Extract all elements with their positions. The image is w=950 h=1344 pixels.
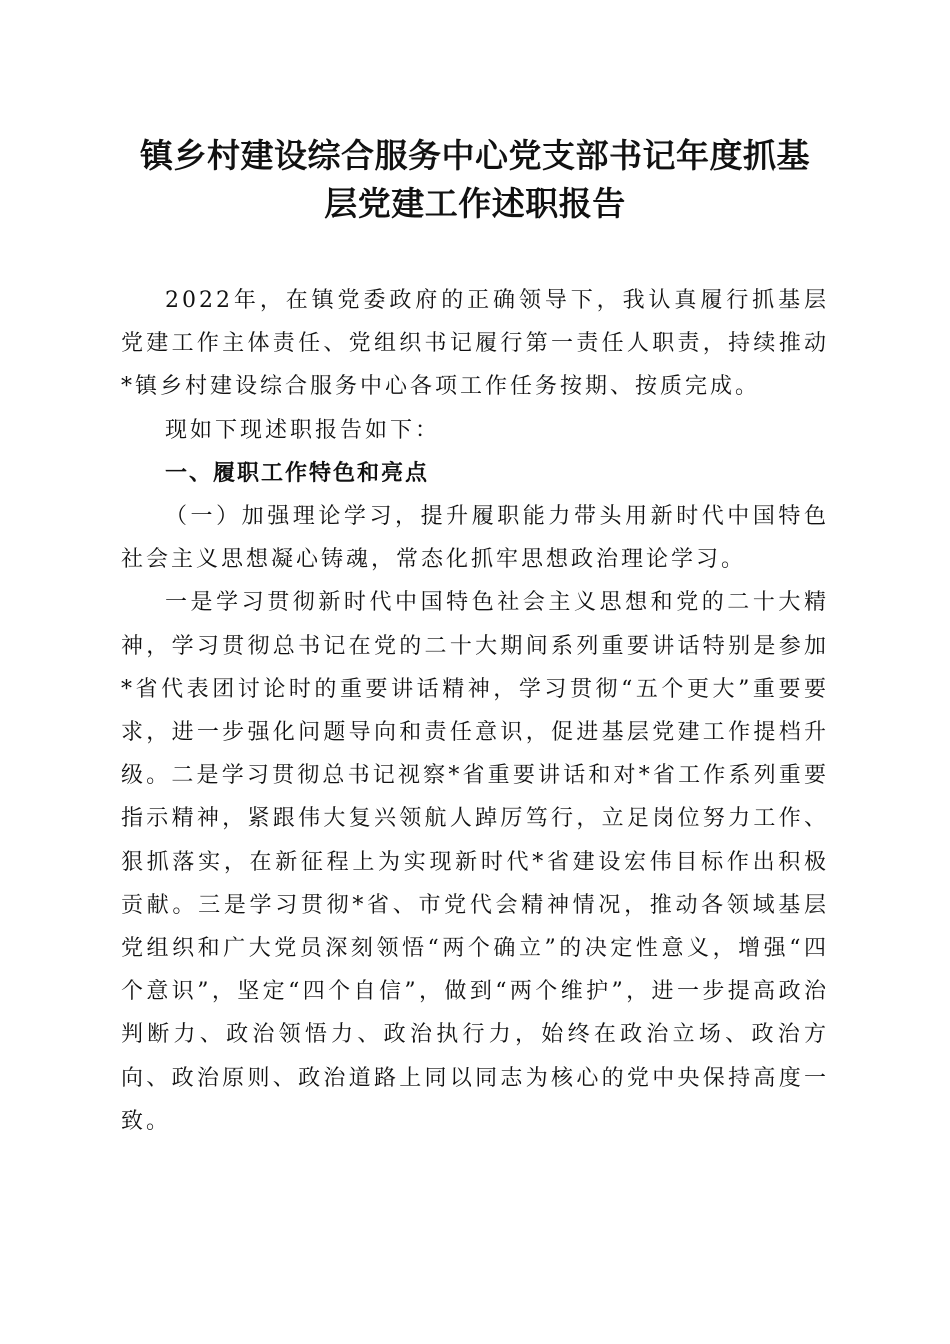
report-lead-paragraph: 现如下现述职报告如下： [165, 417, 441, 443]
section-heading: 一、履职工作特色和亮点 [165, 460, 430, 486]
title-line-1: 镇乡村建设综合服务中心党支部书记年度抓基 [140, 136, 810, 175]
document-title [100, 132, 850, 228]
title-line-2: 层党建工作述职报告 [324, 184, 626, 223]
document-body [121, 279, 829, 1143]
intro-paragraph: 2022年，在镇党委政府的正确领导下，我认真履行抓基层党建工作主体责任、党组织书记履行第一责任人职责，持续推动*镇乡村建设综合服务中心各项工作任务按期、按质完成。 [121, 288, 829, 400]
body-paragraph: 一是学习贯彻新时代中国特色社会主义思想和党的二十大精神，学习贯彻总书记在党的二十大期间系列重要讲话特别是参加*省代表团讨论时的重要讲话精神，学习贯彻“五个更大”重要要求，进一步强化问题导向和责任意识，促进基层党建工作提档升级。二是学习贯彻总书记视察*省重要讲话和对*省工作系列重要指示精神，紧跟伟大复兴领航人踔厉笃行，立足岗位努力工作、狠抓落实，在新征程上为实现新时代*省建设宏伟目标作出积极贡献。三是学习贯彻*省、市党代会精神情况，推动各领域基层党组织和广大党员深刻领悟“两个确立”的决定性意义，增强“四个意识”，坚定“四个自信”，做到“两个维护”，进一步提高政治判断力、政治领悟力、政治执行力，始终在政治立场、政治方向、政治原则、政治道路上同以同志为核心的党中央保持高度一致。 [121, 590, 829, 1134]
subsection-paragraph: （一）加强理论学习，提升履职能力带头用新时代中国特色社会主义思想凝心铸魂，常态化抓牢思想政治理论学习。 [121, 504, 829, 573]
